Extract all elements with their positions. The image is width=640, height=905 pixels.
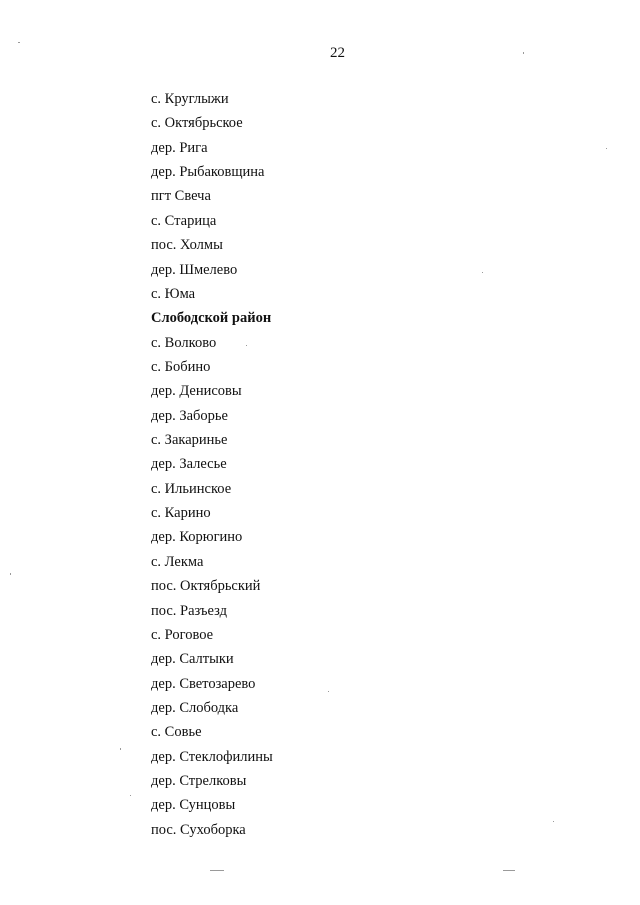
settlement-item: дер. Заборье [151, 407, 228, 424]
settlement-item: дер. Сунцовы [151, 797, 236, 814]
settlement-item: дер. Шмелево [151, 261, 238, 278]
settlement-item: пос. Сухоборка [151, 821, 246, 838]
settlement-item: с. Совье [151, 724, 202, 741]
settlement-item: пос. Разъезд [151, 602, 227, 619]
settlement-item: с. Лекма [151, 553, 204, 570]
scan-speck [120, 748, 121, 750]
settlement-item: дер. Корюгино [151, 529, 243, 546]
settlement-list [151, 90, 273, 845]
scan-speck [606, 148, 607, 149]
scan-speck [210, 870, 224, 871]
settlement-item: с. Закаринье [151, 432, 228, 449]
settlement-item: пос. Холмы [151, 237, 223, 254]
scan-speck [130, 795, 131, 796]
scan-speck [10, 573, 11, 575]
settlement-item: дер. Слободка [151, 699, 239, 716]
settlement-item: дер. Рига [151, 139, 208, 156]
scan-speck [328, 691, 329, 692]
page-number: 22 [330, 45, 345, 61]
settlement-item: дер. Залесье [151, 456, 227, 473]
scan-speck [18, 42, 20, 43]
settlement-item: дер. Стеклофилины [151, 748, 273, 765]
settlement-item: с. Октябрьское [151, 115, 243, 132]
scan-speck [503, 870, 515, 871]
settlement-item: с. Роговое [151, 626, 214, 643]
scan-speck [482, 272, 483, 273]
settlement-item: с. Юма [151, 285, 196, 302]
settlement-item: дер. Денисовы [151, 383, 242, 400]
settlement-item: с. Бобино [151, 358, 211, 375]
settlement-item: с. Волково [151, 334, 217, 351]
settlement-item: дер. Стрелковы [151, 773, 247, 790]
settlement-item: с. Круглыжи [151, 91, 229, 107]
settlement-item: дер. Салтыки [151, 651, 234, 668]
settlement-item: дер. Рыбаковщина [151, 164, 265, 181]
scan-speck [523, 52, 524, 54]
district-heading: Слободской район [151, 310, 272, 327]
settlement-item: с. Старица [151, 212, 217, 229]
scan-speck [246, 345, 247, 346]
settlement-item: пгт Свеча [151, 188, 211, 205]
settlement-item: пос. Октябрьский [151, 578, 261, 595]
settlement-item: дер. Светозарево [151, 675, 256, 692]
settlement-item: с. Ильинское [151, 480, 232, 497]
scan-speck [553, 821, 554, 822]
settlement-item: с. Карино [151, 505, 211, 522]
